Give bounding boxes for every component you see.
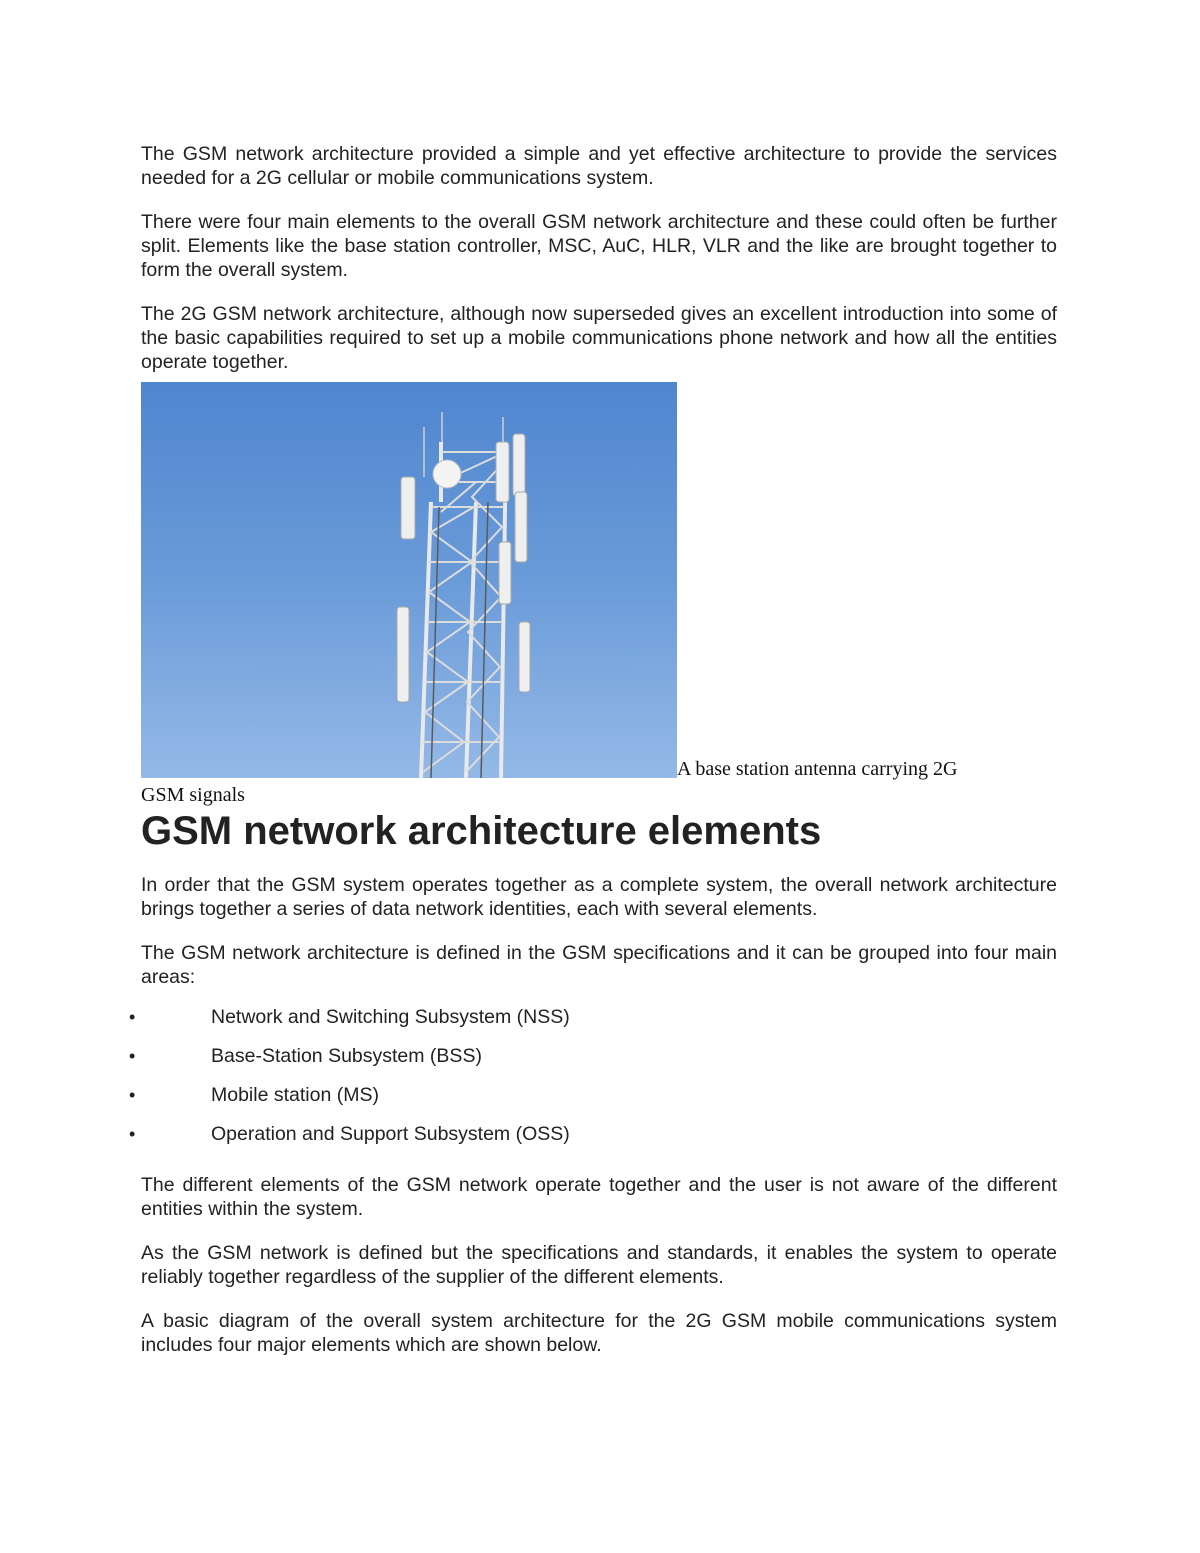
bullet-icon: • xyxy=(129,1007,136,1027)
list-item-text: Base-Station Subsystem (BSS) xyxy=(211,1045,482,1067)
closing-paragraph-2: As the GSM network is defined but the specifications and standards, it enables the system to operate reliably together regardless of the supplier of the different elements. xyxy=(141,1242,1057,1288)
list-item xyxy=(129,1005,1057,1044)
list-item-text: Operation and Support Subsystem (OSS) xyxy=(211,1123,570,1145)
closing-paragraph-1: The different elements of the GSM network operate together and the user is not aware of the different entities within the system. xyxy=(141,1174,1057,1220)
figure xyxy=(141,382,1057,778)
section-heading: GSM network architecture elements xyxy=(141,809,822,853)
bullet-icon: • xyxy=(129,1124,136,1144)
document-content xyxy=(129,142,1057,1377)
closing-paragraph-3: A basic diagram of the overall system architecture for the 2G GSM mobile communications system includes four major elements which are shown below. xyxy=(141,1310,1057,1356)
figure-caption-line-2: GSM signals xyxy=(141,784,245,806)
section-paragraph-2: The GSM network architecture is defined in the GSM specifications and it can be grouped into four main areas: xyxy=(141,942,1057,988)
figure-caption-line-1: A base station antenna carrying 2G xyxy=(677,758,958,780)
bullet-icon: • xyxy=(129,1085,136,1105)
section-paragraph-1: In order that the GSM system operates together as a complete system, the overall network architecture brings together a series of data network identities, each with several elements. xyxy=(141,874,1057,920)
list-item xyxy=(129,1044,1057,1083)
list-item xyxy=(129,1083,1057,1122)
main-areas-list xyxy=(129,1005,1057,1159)
intro-paragraph-2: There were four main elements to the overall GSM network architecture and these could often be further split. Elements like the base station controller, MSC, AuC, HLR, VLR and the like are brought together to form the overall system. xyxy=(141,211,1057,281)
list-item-text: Mobile station (MS) xyxy=(211,1084,379,1106)
list-item-text: Network and Switching Subsystem (NSS) xyxy=(211,1006,570,1028)
base-station-antenna-photo xyxy=(141,382,677,778)
intro-paragraph-1: The GSM network architecture provided a simple and yet effective architecture to provide the services needed for a 2G cellular or mobile communications system. xyxy=(141,143,1057,189)
intro-paragraph-3: The 2G GSM network architecture, although now superseded gives an excellent introduction into some of the basic capabilities required to set up a mobile communications phone network and how all the entities operate together. xyxy=(141,303,1057,373)
list-item xyxy=(129,1122,1057,1159)
bullet-icon: • xyxy=(129,1046,136,1066)
